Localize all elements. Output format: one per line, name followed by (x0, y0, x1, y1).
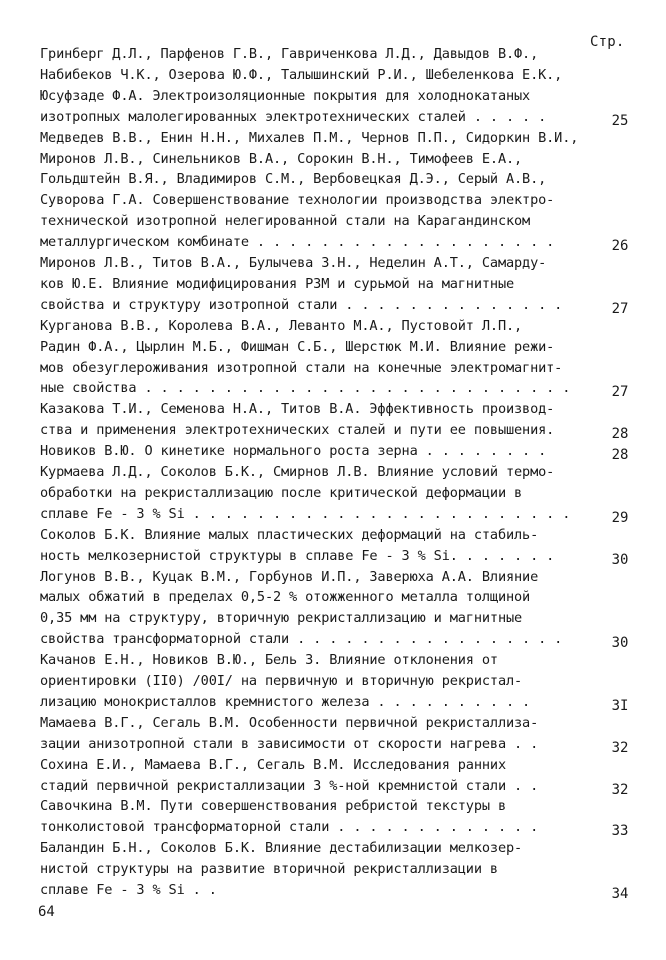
toc-entry-line: свойства и структуру изотропной стали . . . . . . . . . . . . . . (40, 296, 563, 313)
toc-entry-page: 27 (611, 300, 629, 317)
toc-entry-line: лизацию монокристаллов кремнистого железа . . . . . . . . . . (40, 693, 531, 710)
toc-entry-line: малых обжатий в пределах 0,5-2 % отожженного металла толщиной (40, 589, 531, 606)
toc-entry-page: 28 (611, 447, 629, 464)
toc-entry-line: Казакова Т.И., Семенова Н.А., Титов В.А. Эффективность производ- (40, 401, 555, 418)
toc-entry-page: 30 (611, 551, 629, 568)
toc-entry-page: 30 (611, 635, 629, 652)
toc-entry-line: изотропных малолегированных электротехнических сталей . . . . . (40, 108, 547, 125)
toc-entry-line: Мамаева В.Г., Сегаль В.М. Особенности первичной рекристаллиза- (40, 714, 539, 731)
toc-entry-page: 27 (611, 384, 629, 401)
toc-entry-line: Курганова В.В., Королева В.А., Леванто М.А., Пустовойт Л.П., (40, 317, 523, 334)
toc-entry-line: обработки на рекристаллизацию после критической деформации в (40, 484, 523, 501)
toc-entry-line: Новиков В.Ю. О кинетике нормального роста зерна . . . . . . . . (40, 443, 547, 460)
toc-entry-page: 26 (611, 238, 629, 255)
toc-entry-line: Гольдштейн В.Я., Владимиров С.М., Вербовецкая Д.Э., Серый А.В., (40, 171, 547, 188)
toc-entry-line: технической изотропной нелегированной стали на Карагандинском (40, 213, 531, 230)
toc-entry-line: ные свойства . . . . . . . . . . . . . . . . . . . . . . . . . . . (40, 380, 571, 397)
toc-entry-line: Курмаева Л.Д., Соколов Б.К., Смирнов Л.В. Влияние условий термо- (40, 464, 555, 480)
toc-entry-line: Гринберг Д.Л., Парфенов Г.В., Гавриченкова Л.Д., Давыдов В.Ф., (40, 46, 539, 62)
toc-entry-page: 32 (611, 739, 629, 756)
toc-entry-page: 29 (611, 509, 629, 526)
toc-entry-line: сплаве Fe - 3 % Si . . . . . . . . . . . . . . . . . . . . . . . . (40, 505, 571, 522)
toc-entry-line: Савочкина В.М. Пути совершенствования ребристой текстуры в (40, 798, 506, 815)
toc-entry-line: Сохина Е.И., Мамаева В.Г., Сегаль В.М. Исследования ранних (40, 756, 506, 773)
toc-entry-line: Юсуфзаде Ф.А. Электроизоляционные покрытия для холоднокатаных (40, 87, 531, 104)
toc-entry-line: мов обезуглероживания изотропной стали на конечные электромагнит- (40, 359, 563, 376)
toc-entry-line: Соколов Б.К. Влияние малых пластических деформаций на стабиль- (40, 526, 539, 543)
toc-entry-line: нистой структуры на развитие вторичной рекристаллизации в (40, 861, 498, 878)
toc-entry-line: ства и применения электротехнических сталей и пути ее повышения. (40, 422, 555, 439)
toc-entry-line: Суворова Г.А. Совершенствование технологии производства электро- (40, 192, 555, 209)
toc-entry-line: Качанов Е.Н., Новиков В.Ю., Бель З. Влияние отклонения от (40, 652, 498, 669)
toc-entry-line: тонколистовой трансформаторной стали . . . . . . . . . . . . . (40, 819, 539, 836)
toc-entry-page: 32 (611, 781, 629, 798)
toc-entry-page: 33 (611, 823, 629, 840)
page-column-header: Стр. (590, 34, 625, 50)
toc-entry-page: 34 (611, 886, 629, 902)
toc-entry-line: Миронов Л.В., Синельников В.А., Сорокин В.Н., Тимофеев Е.А., (40, 150, 523, 167)
toc-entry-line: Набибеков Ч.К., Озерова Ю.Ф., Талышинский Р.И., Шебеленкова Е.К., (40, 66, 563, 83)
toc-entry-line: ориентировки (II0) /00I/ на первичную и вторичную рекристал- (40, 673, 523, 689)
toc-entry-line: зации анизотропной стали в зависимости от скорости нагрева . . (40, 735, 539, 752)
toc-entry-line: металлургическом комбинате . . . . . . . . . . . . . . . . . . . (40, 234, 555, 251)
toc-entry-line: Миронов Л.В., Титов В.А., Булычева З.Н., Неделин А.Т., Самарду- (40, 255, 547, 271)
toc-entry-line: 0,35 мм на структуру, вторичную рекристаллизацию и магнитные (40, 610, 523, 627)
toc-entry-line: Логунов В.В., Куцак В.М., Горбунов И.П., Заверюха А.А. Влияние (40, 568, 539, 585)
toc-entry-line: свойства трансформаторной стали . . . . . . . . . . . . . . . . . (40, 631, 563, 648)
toc-entry-line: ность мелкозернистой структуры в сплаве Fe - 3 % Si. . . . . . . (40, 547, 555, 564)
toc-entry-line: стадий первичной рекристаллизации 3 %-ной кремнистой стали . . (40, 777, 539, 794)
toc-entry-page: 25 (611, 112, 629, 129)
toc-entry-line: сплаве Fe - 3 % Si . . (40, 882, 217, 898)
toc-entry-line: Радин Ф.А., Цырлин М.Б., Фишман С.Б., Шерстюк М.И. Влияние режи- (40, 338, 555, 355)
toc-entry-line: Медведев В.В., Енин Н.Н., Михалев П.М., Чернов П.П., Сидоркин В.И., (40, 129, 579, 146)
toc-entry-line: Баландин Б.Н., Соколов Б.К. Влияние дестабилизации мелкозер- (40, 840, 523, 857)
toc-entry-page: 28 (611, 426, 629, 443)
toc-entry-page: 3I (611, 697, 629, 714)
toc-entry-line: ков Ю.Е. Влияние модифицирования РЗМ и сурьмой на магнитные (40, 275, 515, 292)
footer-page-number: 64 (38, 904, 55, 920)
